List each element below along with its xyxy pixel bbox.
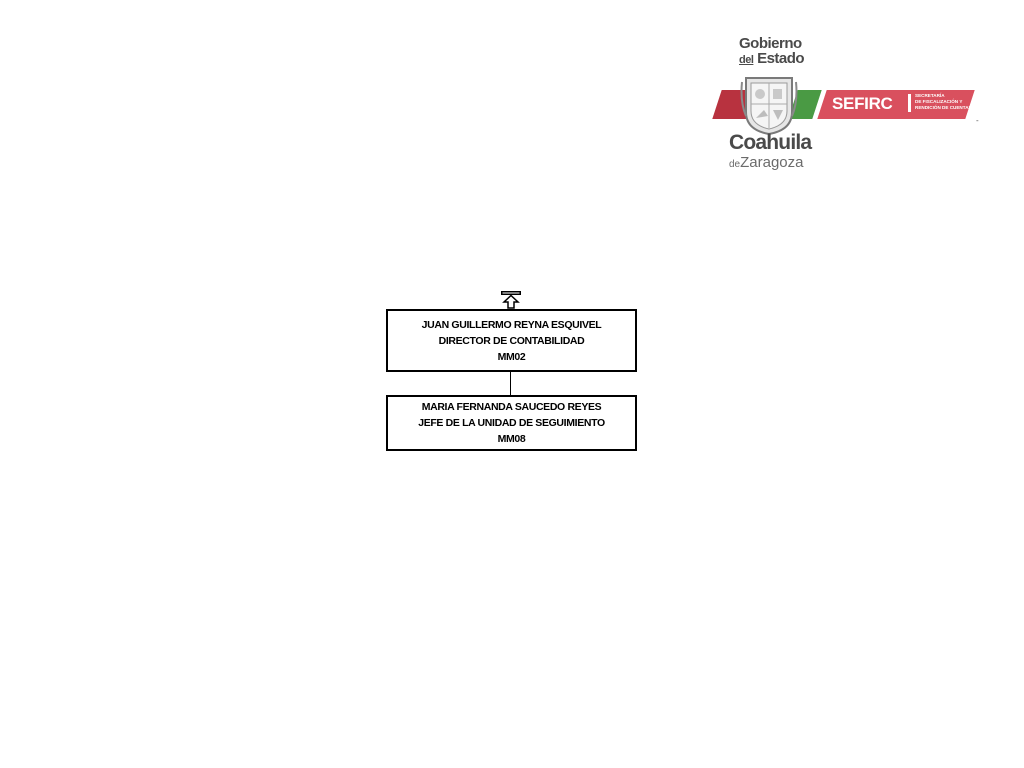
sefirc-subtitle-line: DE FISCALIZACIÓN Y <box>915 99 963 104</box>
org-node-director <box>386 309 637 372</box>
org-node-name: JUAN GUILLERMO REYNA ESQUIVEL <box>421 318 602 331</box>
logo-del-text: del <box>739 54 754 66</box>
sefirc-subtitle <box>915 93 972 111</box>
tick-mark: - <box>976 116 979 125</box>
org-node-position: JEFE DE LA UNIDAD DE SEGUIMIENTO <box>418 417 605 429</box>
up-arrow-icon[interactable] <box>501 291 521 309</box>
org-node-name: MARIA FERNANDA SAUCEDO REYES <box>421 401 602 413</box>
sefirc-subtitle-line: SECRETARÍA <box>915 93 945 98</box>
logo-zaragoza-text: Zaragoza <box>740 154 804 171</box>
sefirc-subtitle-line: RENDICIÓN DE CUENTAS <box>915 105 972 110</box>
org-connector-line <box>510 372 511 395</box>
org-node-code: MM02 <box>497 350 526 363</box>
logo-de-text: de <box>729 159 741 170</box>
logo-estado-text: Estado <box>757 50 805 67</box>
logo-gobierno-text: Gobierno <box>739 35 802 52</box>
logo-del-estado-text <box>739 51 804 68</box>
org-node-jefe <box>386 395 637 451</box>
coat-of-arms-icon <box>740 72 798 136</box>
logo-state-name: Coahuila <box>729 131 812 154</box>
sefirc-brand-text: SEFIRC <box>832 94 893 113</box>
sefirc-divider <box>908 94 911 112</box>
government-logo <box>714 32 984 177</box>
org-node-code: MM08 <box>497 433 526 445</box>
logo-de-zaragoza <box>729 155 804 173</box>
org-node-position: DIRECTOR DE CONTABILIDAD <box>438 334 585 347</box>
